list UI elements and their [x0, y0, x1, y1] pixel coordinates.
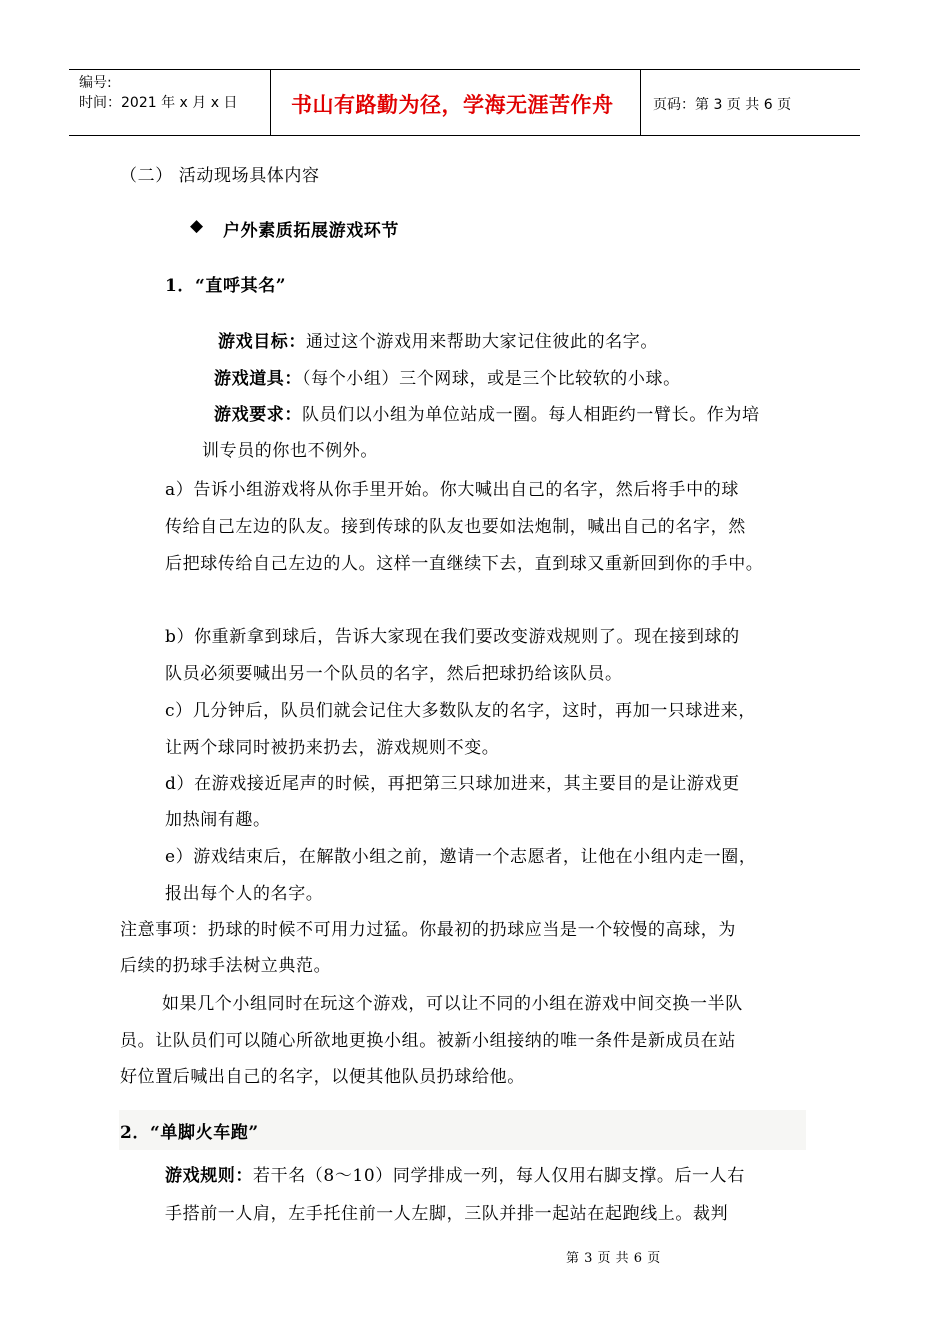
step-d-line1: d）在游戏接近尾声的时候，再把第三只球加进来，其主要目的是让游戏更 — [165, 774, 740, 794]
step-e-line1: e）游戏结束后，在解散小组之前，邀请一个志愿者，让他在小组内走一圈， — [165, 847, 757, 867]
extra-line2: 员。让队员们可以随心所欲地更换小组。被新小组接纳的唯一条件是新成员在站 — [120, 1031, 736, 1051]
game1-props-text: （每个小组）三个网球，或是三个比较软的小球。 — [302, 369, 681, 389]
extra-line1: 如果几个小组同时在玩这个游戏，可以让不同的小组在游戏中间交换一半队 — [162, 994, 743, 1014]
game1-goal-text: 通过这个游戏用来帮助大家记住彼此的名字。 — [306, 332, 658, 352]
header-time-label: 时间：2021 年 x 月 x 日 — [79, 95, 238, 111]
header-page-label: 页码：第 3 页 共 6 页 — [653, 97, 792, 113]
note-line1: 注意事项：扔球的时候不可用力过猛。你最初的扔球应当是一个较慢的高球，为 — [120, 920, 736, 940]
step-b-line2: 队员必须要喊出另一个队员的名字，然后把球扔给该队员。 — [165, 664, 623, 684]
header-bottom-rule — [69, 135, 860, 136]
section-heading: （二） 活动现场具体内容 — [120, 166, 320, 186]
step-a-line3: 后把球传给自己左边的人。这样一直继续下去，直到球又重新回到你的手中。 — [165, 554, 764, 574]
game1-props-label: 游戏道具： — [214, 369, 302, 389]
header-divider-left — [270, 69, 271, 136]
extra-line3: 好位置后喊出自己的名字，以便其他队员扔球给他。 — [120, 1067, 525, 1087]
header-top-rule — [69, 69, 860, 70]
header-divider-right — [640, 69, 641, 136]
page-footer: 第 3 页 共 6 页 — [566, 1251, 661, 1266]
game2-rule-label: 游戏规则： — [165, 1166, 253, 1186]
game1-requirements — [214, 400, 760, 425]
step-a-line2: 传给自己左边的队友。接到传球的队友也要如法炮制，喊出自己的名字，然 — [165, 517, 746, 537]
step-c-line2: 让两个球同时被扔来扔去，游戏规则不变。 — [165, 738, 500, 758]
step-e-line2: 报出每个人的名字。 — [165, 884, 324, 904]
game1-req-label: 游戏要求： — [214, 405, 302, 425]
note-line2: 后续的扔球手法树立典范。 — [120, 956, 332, 976]
section-subheading: 户外素质拓展游戏环节 — [223, 221, 399, 241]
game1-goal — [218, 327, 658, 352]
game2-title: 2．“单脚火车跑” — [120, 1123, 259, 1143]
diamond-bullet-icon: ◆ — [190, 216, 204, 236]
game2-rule — [165, 1161, 745, 1186]
game1-props — [214, 364, 681, 389]
header-motto: 书山有路勤为径，学海无涯苦作舟 — [291, 93, 614, 117]
game2-rule-line1: 若干名（8～10）同学排成一列，每人仅用右脚支撑。后一人右 — [253, 1166, 745, 1186]
game2-rule-line2: 手搭前一人肩，左手托住前一人左脚，三队并排一起站在起跑线上。裁判 — [165, 1204, 729, 1224]
game1-req-line1: 队员们以小组为单位站成一圈。每人相距约一臂长。作为培 — [302, 405, 760, 425]
step-a-line1: a）告诉小组游戏将从你手里开始。你大喊出自己的名字，然后将手中的球 — [165, 480, 739, 500]
step-d-line2: 加热闹有趣。 — [165, 810, 271, 830]
game1-goal-label: 游戏目标： — [218, 332, 306, 352]
game1-title: 1．“直呼其名” — [165, 276, 287, 296]
header-number-label: 编号: — [79, 75, 112, 91]
game1-req-line2: 训专员的你也不例外。 — [202, 441, 378, 461]
step-c-line1: c）几分钟后，队员们就会记住大多数队友的名字，这时，再加一只球进来， — [165, 701, 756, 721]
step-b-line1: b）你重新拿到球后，告诉大家现在我们要改变游戏规则了。现在接到球的 — [165, 627, 740, 647]
